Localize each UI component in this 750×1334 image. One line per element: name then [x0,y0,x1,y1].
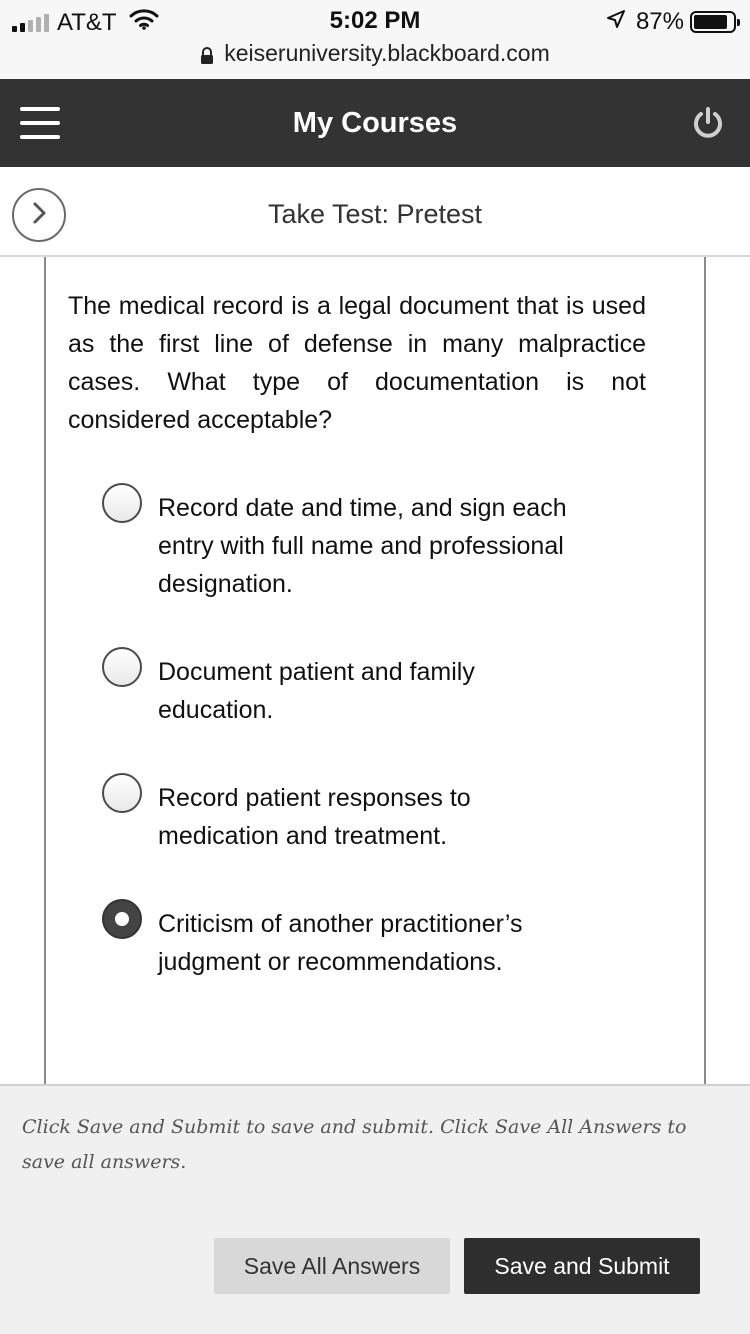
save-all-answers-button[interactable]: Save All Answers [214,1238,450,1294]
battery-percent: 87% [635,8,684,35]
url-bar[interactable] [0,40,750,79]
question-text: The medical record is a legal document that is used as the first line of defense in many malpractice cases. What type of documentation is not considered acceptable? [68,292,646,434]
status-right [606,8,736,36]
question-panel [44,257,706,1087]
answer-option-3[interactable] [102,779,622,855]
answer-option-label: Record date and time, and sign each entry with full name and professional designation. [158,494,567,598]
lock-icon [200,44,214,71]
radio-button[interactable] [102,483,142,523]
answer-option-label: Criticism of another practitioner’s judgment or recommendations. [158,910,523,976]
status-time: 5:02 PM [329,7,421,34]
url-text: keiseruniversity.blackboard.com [224,40,550,66]
status-bar [0,0,750,40]
answer-option-1[interactable] [102,489,622,603]
location-arrow-icon [606,8,626,36]
page-title: Take Test: Pretest [267,199,483,229]
submit-instructions: Click Save and Submit to save and submit. Click Save All Answers to save all answers. [22,1116,687,1173]
power-icon[interactable] [690,105,726,141]
answer-option-4[interactable] [102,905,622,981]
carrier-name: AT&T [57,8,117,36]
answer-option-label: Document patient and family education. [158,658,475,724]
app-title: My Courses [292,107,458,139]
app-header [0,79,750,167]
battery-fill [694,15,727,29]
answer-option-label: Record patient responses to medication and treatment. [158,784,471,850]
save-and-submit-button[interactable]: Save and Submit [464,1238,700,1294]
battery-icon [690,11,736,33]
radio-button-selected[interactable] [102,899,142,939]
radio-button[interactable] [102,773,142,813]
radio-button[interactable] [102,647,142,687]
answer-option-2[interactable] [102,653,622,729]
submit-footer [0,1084,750,1334]
test-header [0,167,750,257]
